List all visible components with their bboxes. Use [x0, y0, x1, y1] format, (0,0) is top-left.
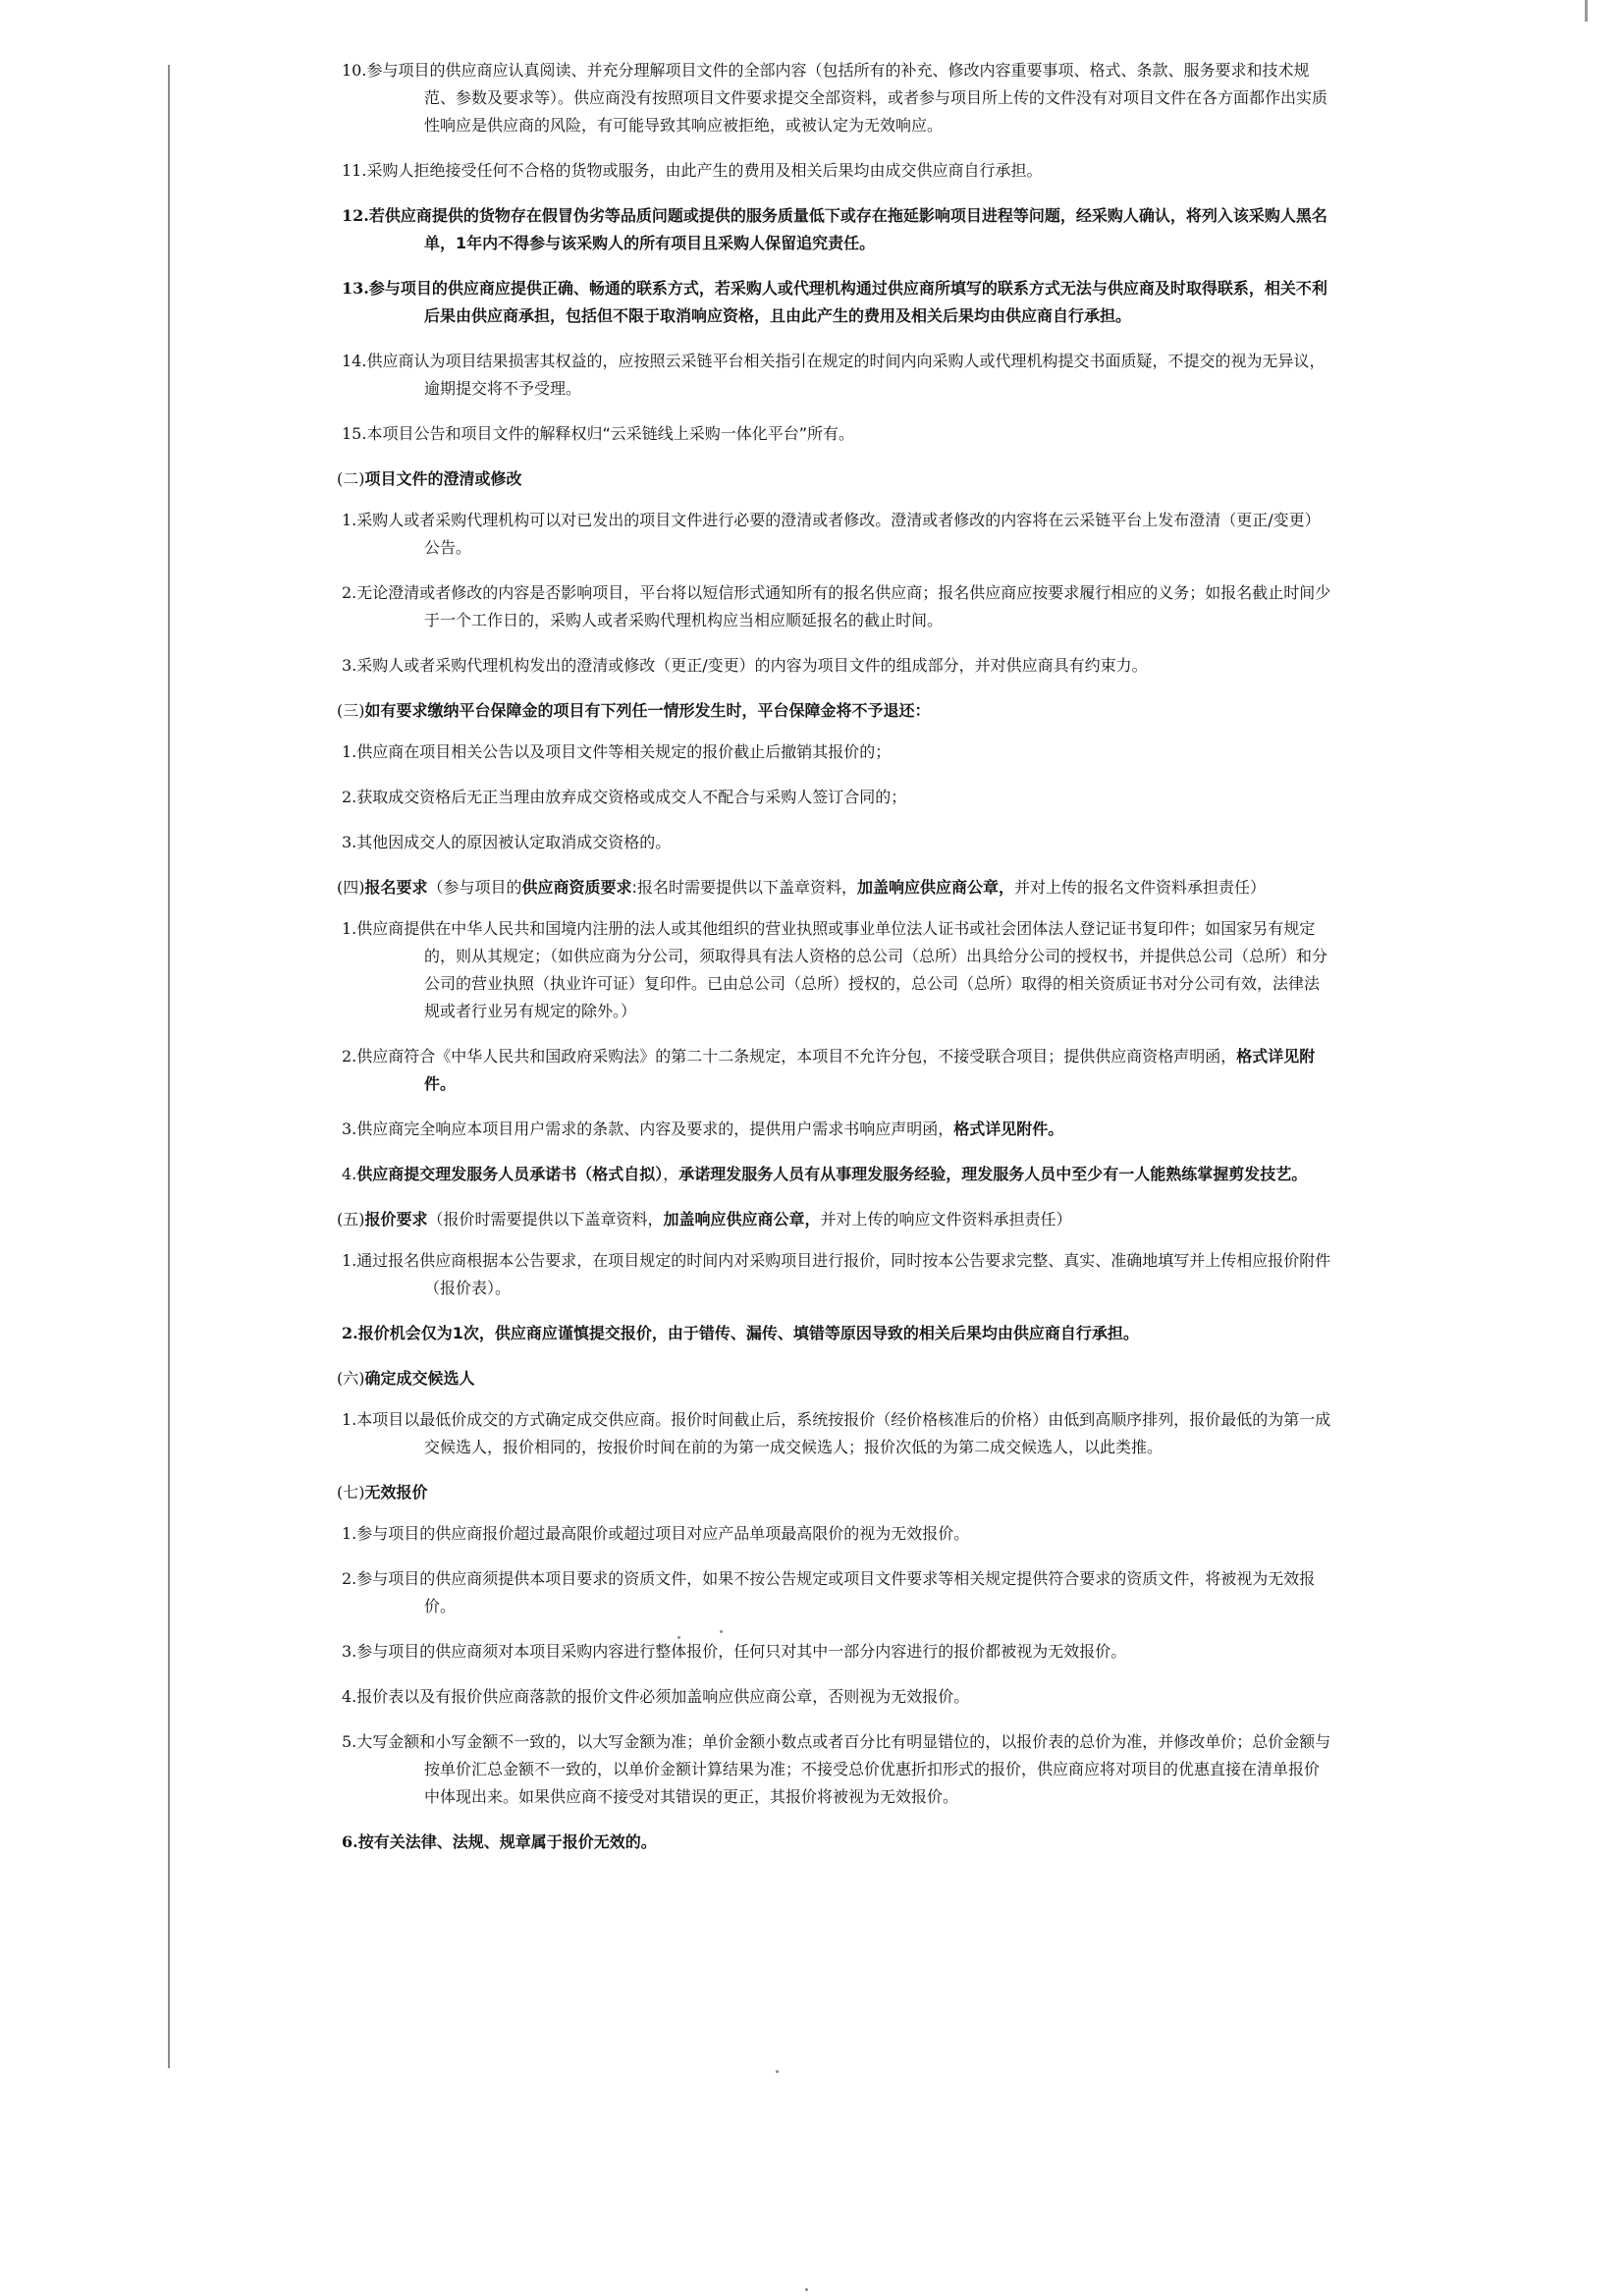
section-4-item-2: 2.供应商符合《中华人民共和国政府采购法》的第二十二条规定，本项目不允许分包，不接受联合项目；提供供应商资格声明函，格式详见附件。 [342, 1047, 1316, 1093]
section-3-heading: (三)如有要求缴纳平台保障金的项目有下列任一情形发生时，平台保障金将不予退还： [337, 701, 931, 720]
section-7-item-1: 1.参与项目的供应商报价超过最高限价或超过项目对应产品单项最高限价的视为无效报价。 [342, 1524, 970, 1543]
clause-11: 11.采购人拒绝接受任何不合格的货物或服务，由此产生的费用及相关后果均由成交供应商自行承担。 [342, 161, 1043, 180]
clause-12: 12.若供应商提供的货物存在假冒伪劣等品质问题或提供的服务质量低下或存在拖延影响项目进程等问题，经采购人确认，将列入该采购人黑名单，1年内不得参与该采购人的所有项目且采购人保留追究责任。 [342, 206, 1327, 252]
section-4-item-4: 4.供应商提交理发服务人员承诺书（格式自拟），承诺理发服务人员有从事理发服务经验，理发服务人员中至少有一人能熟练掌握剪发技艺。 [342, 1165, 1308, 1183]
section-7-item-5: 5.大写金额和小写金额不一致的，以大写金额为准；单价金额小数点或者百分比有明显错位的，以报价表的总价为准，并修改单价；总价金额与按单价汇总金额不一致的，以单价金额计算结果为准；不接受总价优惠折扣形式的报价，供应商应将对项目的优惠直接在清单报价中体现出来。如果供应商不接受对其错误的更正，其报价将被视为无效报价。 [342, 1732, 1331, 1806]
section-6-heading: (六)确定成交候选人 [337, 1369, 475, 1388]
section-2-item-2: 2.无论澄清或者修改的内容是否影响项目，平台将以短信形式通知所有的报名供应商；报名供应商应按要求履行相应的义务；如报名截止时间少于一个工作日的，采购人或者采购代理机构应当相应顺延报名的截止时间。 [342, 583, 1331, 629]
section-7-item-4: 4.报价表以及有报价供应商落款的报价文件必须加盖响应供应商公章，否则视为无效报价。 [342, 1687, 970, 1706]
section-2-item-1: 1.采购人或者采购代理机构可以对已发出的项目文件进行必要的澄清或者修改。澄清或者修改的内容将在云采链平台上发布澄清（更正/变更）公告。 [342, 511, 1321, 557]
section-5-heading: (五)报价要求（报价时需要提供以下盖章资料，加盖响应供应商公章，并对上传的响应文件资料承担责任） [337, 1210, 1072, 1229]
section-6-item-1: 1.本项目以最低价成交的方式确定成交供应商。报价时间截止后，系统按报价（经价格核准后的价格）由低到高顺序排列，报价最低的为第一成交候选人，报价相同的，按报价时间在前的为第一成交候选人；报价次低的为第二成交候选人，以此类推。 [342, 1410, 1331, 1456]
section-5-item-1: 1.通过报名供应商根据本公告要求，在项目规定的时间内对采购项目进行报价，同时按本公告要求完整、真实、准确地填写并上传相应报价附件（报价表）。 [342, 1251, 1331, 1297]
section-7-item-3: 3.参与项目的供应商须对本项目采购内容进行整体报价，任何只对其中一部分内容进行的报价都被视为无效报价。 [342, 1642, 1127, 1661]
section-7-item-2: 2.参与项目的供应商须提供本项目要求的资质文件，如果不按公告规定或项目文件要求等相关规定提供符合要求的资质文件，将被视为无效报价。 [342, 1569, 1316, 1615]
binding-margin-line [168, 65, 170, 2068]
scan-speck [776, 2070, 779, 2073]
clause-14: 14.供应商认为项目结果损害其权益的，应按照云采链平台相关指引在规定的时间内向采购人或代理机构提交书面质疑，不提交的视为无异议，逾期提交将不予受理。 [342, 352, 1326, 398]
clause-15: 15.本项目公告和项目文件的解释权归“云采链线上采购一体化平台”所有。 [342, 424, 855, 443]
document-body [337, 57, 1333, 1874]
scan-corner-mark [1585, 0, 1588, 22]
section-2-heading: (二)项目文件的澄清或修改 [337, 469, 522, 488]
section-5-item-2: 2.报价机会仅为1次，供应商应谨慎提交报价，由于错传、漏传、填错等原因导致的相关后果均由供应商自行承担。 [342, 1324, 1139, 1342]
section-3-item-1: 1.供应商在项目相关公告以及项目文件等相关规定的报价截止后撤销其报价的； [342, 742, 892, 761]
section-2-item-3: 3.采购人或者采购代理机构发出的澄清或修改（更正/变更）的内容为项目文件的组成部分，并对供应商具有约束力。 [342, 656, 1148, 675]
clause-10: 10.参与项目的供应商应认真阅读、并充分理解项目文件的全部内容（包括所有的补充、修改内容重要事项、格式、条款、服务要求和技术规范、参数及要求等）。供应商没有按照项目文件要求提交全部资料，或者参与项目所上传的文件没有对项目文件在各方面都作出实质性响应是供应商的风险，有可能导致其响应被拒绝，或被认定为无效响应。 [342, 61, 1328, 135]
section-4-item-1: 1.供应商提供在中华人民共和国境内注册的法人或其他组织的营业执照或事业单位法人证书或社会团体法人登记证书复印件；如国家另有规定的，则从其规定；（如供应商为分公司，须取得具有法人资格的总公司（总所）出具给分公司的授权书，并提供总公司（总所）和分公司的营业执照（执业许可证）复印件。已由总公司（总所）授权的，总公司（总所）取得的相关资质证书对分公司有效，法律法规或者行业另有规定的除外。） [342, 919, 1328, 1020]
section-4-item-3: 3.供应商完全响应本项目用户需求的条款、内容及要求的，提供用户需求书响应声明函，格式详见附件。 [342, 1120, 1064, 1138]
clause-13: 13.参与项目的供应商应提供正确、畅通的联系方式，若采购人或代理机构通过供应商所填写的联系方式无法与供应商及时取得联系，相关不利后果由供应商承担，包括但不限于取消响应资格，且由此产生的费用及相关后果均由供应商自行承担。 [342, 279, 1327, 325]
section-7-item-6: 6.按有关法律、法规、规章属于报价无效的。 [342, 1832, 657, 1851]
section-3-item-2: 2.获取成交资格后无正当理由放弃成交资格或成交人不配合与采购人签订合同的； [342, 788, 907, 806]
section-4-heading: (四)报名要求（参与项目的供应商资质要求:报名时需要提供以下盖章资料，加盖响应供应商公章，并对上传的报名文件资料承担责任） [337, 878, 1266, 897]
scan-speck [805, 2288, 808, 2291]
section-7-heading: (七)无效报价 [337, 1483, 428, 1502]
section-3-item-3: 3.其他因成交人的原因被认定取消成交资格的。 [342, 833, 672, 851]
